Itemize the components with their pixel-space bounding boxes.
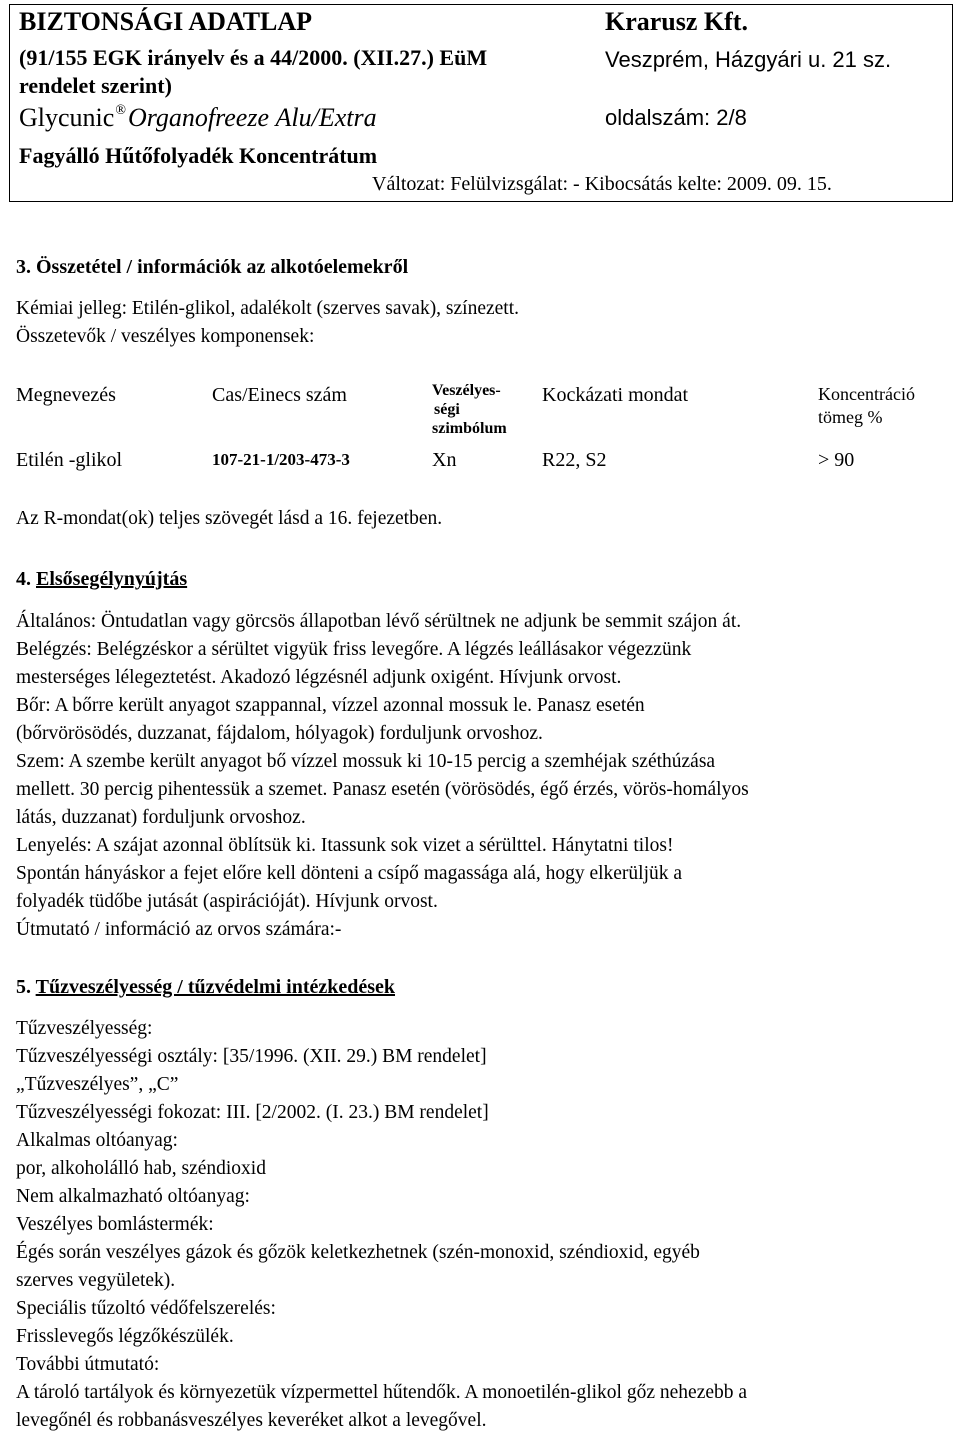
fire-safety-line: Alkalmas oltóanyag: (16, 1130, 178, 1151)
col-header-name: Megnevezés (16, 384, 116, 406)
fire-safety-line: Nem alkalmazható oltóanyag: (16, 1186, 250, 1207)
first-aid-line: folyadék tüdőbe jutását (aspirációját). Hívjunk orvost. (16, 891, 438, 912)
product-brand: Glycunic (19, 103, 115, 132)
first-aid-line: Útmutató / információ az orvos számára:- (16, 919, 342, 940)
first-aid-line: Bőr: A bőrre került anyagot szappannal, vízzel azonnal mossuk le. Panasz esetén (16, 695, 645, 716)
first-aid-line: Általános: Öntudatlan vagy görcsös állapotban lévő sérültnek ne adjunk be semmit szájon át. (16, 611, 742, 632)
first-aid-line: Szem: A szembe került anyagot bő vízzel mossuk ki 10-15 percig a szemhéjak széthúzása (16, 751, 716, 772)
fire-safety-line: A tároló tartályok és környezetük vízpermettel hűtendők. A monoetilén-glikol gőz nehezebb a (16, 1382, 748, 1403)
product-description: Fagyálló Hűtőfolyadék Koncentrátum (19, 143, 378, 168)
registered-mark: ® (115, 103, 126, 118)
col-header-symbol-line-3: szimbólum (432, 420, 507, 437)
col-header-symbol (432, 381, 507, 438)
fire-safety-line: „Tűzveszélyes”, „C” (16, 1074, 179, 1095)
company-name: Krarusz Kft. (605, 7, 748, 36)
regulation-line-1: (91/155 EGK irányelv és a 44/2000. (XII.27.) EüM (19, 45, 488, 70)
fire-safety-line: szerves vegyületek). (16, 1270, 176, 1291)
page-number: oldalszám: 2/8 (605, 105, 747, 130)
components-label: Összetevők / veszélyes komponensek: (16, 326, 315, 347)
col-header-cas: Cas/Einecs szám (212, 384, 347, 406)
first-aid-line: mesterséges lélegeztetést. Akadozó légzésnél adjunk oxigént. Hívjunk orvost. (16, 667, 622, 688)
first-aid-line: Spontán hányáskor a fejet előre kell dönteni a csípő magassága alá, hogy elkerüljük a (16, 863, 683, 884)
fire-safety-line: Speciális tűzoltó védőfelszerelés: (16, 1298, 276, 1319)
document-title: BIZTONSÁGI ADATLAP (19, 7, 313, 36)
first-aid-text (16, 608, 749, 944)
first-aid-line: látás, duzzanat) forduljunk orvoshoz. (16, 807, 306, 828)
cell-concentration: > 90 (818, 449, 855, 471)
product-name (19, 103, 377, 133)
col-header-conc-line-1: Koncentráció (818, 384, 915, 404)
cell-symbol: Xn (432, 449, 457, 471)
chemical-character: Kémiai jelleg: Etilén-glikol, adalékolt (szerves savak), színezett. (16, 298, 520, 319)
col-header-symbol-line-1: Veszélyes- (432, 382, 501, 399)
cell-cas: 107-21-1/203-473-3 (212, 450, 350, 469)
section-3-title: 3. Összetétel / információk az alkotóelemekről (16, 256, 409, 278)
cell-name: Etilén -glikol (16, 449, 123, 471)
section-4-heading: Elsősegélynyújtás (36, 568, 188, 590)
col-header-conc-line-2: tömeg % (818, 407, 883, 427)
fire-safety-line: Égés során veszélyes gázok és gőzök keletkezhetnek (szén-monoxid, széndioxid, egyéb (16, 1242, 700, 1263)
company-address: Veszprém, Házgyári u. 21 sz. (605, 47, 892, 72)
first-aid-line: Belégzés: Belégzéskor a sérültet vigyük friss levegőre. A légzés leállásakor végezzünk (16, 639, 692, 660)
fire-safety-line: Tűzveszélyesség: (16, 1018, 153, 1039)
regulation-line-2: rendelet szerint) (19, 73, 172, 98)
product-line: Organofreeze (127, 103, 269, 132)
product-variant: Alu/Extra (275, 103, 377, 132)
section-5-title (16, 976, 395, 999)
fire-safety-line: További útmutató: (16, 1354, 160, 1375)
first-aid-line: (bőrvörösödés, duzzanat, fájdalom, hólyagok) forduljunk orvoshoz. (16, 723, 543, 744)
section-4-number: 4. (16, 568, 36, 590)
fire-safety-line: por, alkoholálló hab, széndioxid (16, 1158, 266, 1179)
fire-safety-line: Frisslevegős légzőkészülék. (16, 1326, 234, 1347)
r-phrase-note: Az R-mondat(ok) teljes szövegét lásd a 16. fejezetben. (16, 508, 443, 529)
fire-safety-line: Veszélyes bomlástermék: (16, 1214, 214, 1235)
first-aid-line: Lenyelés: A szájat azonnal öblítsük ki. Itassunk sok vizet a sérülttel. Hánytatni tilos! (16, 835, 674, 856)
version-line: Változat: Felülvizsgálat: - Kibocsátás kelte: 2009. 09. 15. (372, 173, 832, 195)
fire-safety-line: levegőnél és robbanásveszélyes keveréket alkot a levegővel. (16, 1410, 487, 1431)
first-aid-line: mellett. 30 percig pihentessük a szemet. Panasz esetén (vörösödés, égő érzés, vörös-homályos (16, 779, 749, 800)
fire-safety-line: Tűzveszélyességi osztály: [35/1996. (XII. 29.) BM rendelet] (16, 1046, 487, 1067)
col-header-symbol-line-2: ségi (434, 401, 460, 418)
section-4-title (16, 568, 187, 591)
fire-safety-line: Tűzveszélyességi fokozat: III. [2/2002. (I. 23.) BM rendelet] (16, 1102, 489, 1123)
col-header-risk: Kockázati mondat (542, 384, 689, 406)
section-5-number: 5. (16, 976, 36, 998)
col-header-concentration (818, 383, 915, 429)
section-5-heading: Tűzveszélyesség / tűzvédelmi intézkedések (35, 976, 396, 998)
cell-risk: R22, S2 (542, 449, 607, 471)
fire-safety-text (16, 1015, 747, 1435)
document-header (9, 4, 953, 202)
